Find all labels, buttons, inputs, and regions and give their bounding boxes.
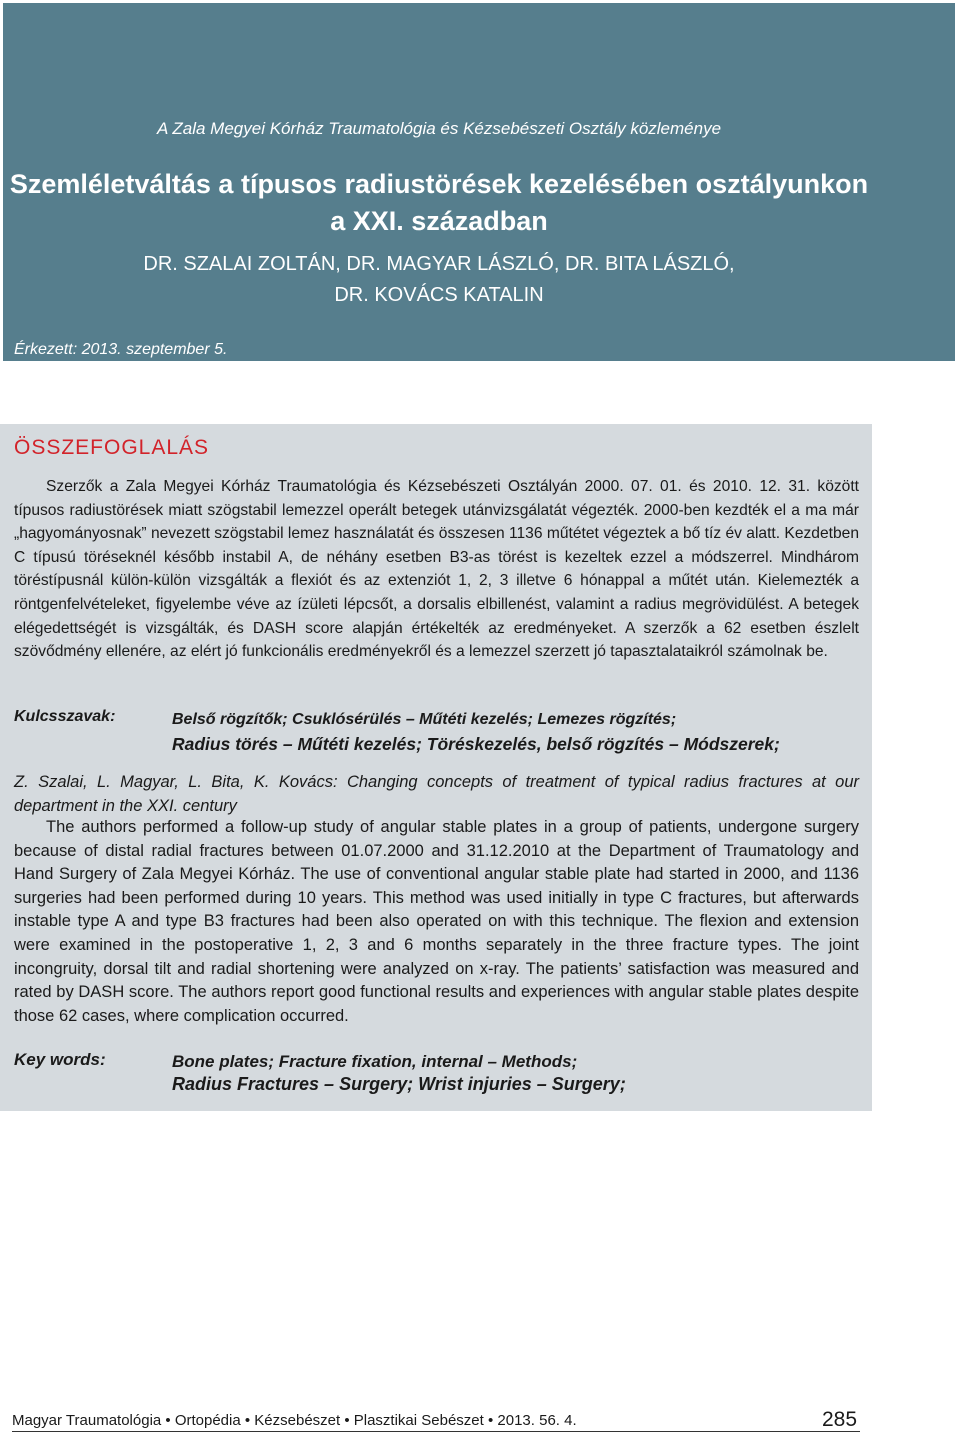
footer-divider xyxy=(12,1431,860,1432)
abstract-en-paragraph: The authors performed a follow-up study of angular stable plates in a group of patients, undergone surgery because of distal radial fractures between 01.07.2000 and 31.12.2010 at the Department of Traumatology and Hand Surgery of Zala Megyei Kórház. The use of conventional angular stable plate had started in 2000, and 1136 surgeries had been performed during 10 years. This method was used initially in type C fractures, but afterwards instable type A and type B3 fractures had been also operated on with this technique. The flexion and extension were examined in the postoperative 1, 2, 3 and 6 months separately in the three fracture types. The joint incongruity, dorsal tilt and radial shortening were analyzed on x-ray. The patients’ satisfaction was measured and rated by DASH score. The authors report good functional results and experiences with angular stable plates despite those 62 cases, where complication occurred. xyxy=(14,818,859,1025)
page-number: 285 xyxy=(822,1408,858,1431)
keywords-hu-label: Kulcsszavak: xyxy=(14,708,116,725)
abstract-box xyxy=(0,424,872,1111)
abstract-hu-paragraph: Szerzők a Zala Megyei Kórház Traumatológia és Kézsebészeti Osztályán 2000. 07. 01. és 2010. 12. 31. között típusos radiustörések miatt szögstabil lemezzel operált betegek utánvizsgálatát végezték. 2000-ben kezdték el a ma már „hagyományosnak” nevezett szögstabil lemez használatát és összesen 1136 műtétet végeztek a bő tíz év alatt. Kezdetben C típusú töréseknél később instabil A, de néhány esetben B3-as törést is kezeltek ezzel a módszerrel. Mindhárom töréstípusnál külön-külön vizsgálták a flexiót és az extenziót 1, 2, 3 illetve 6 hónappal a műtét után. Kielemezték a röntgenfelvételeket, figyelembe véve az ízületi lépcsőt, a dorsalis elbillenést, valamint a radius megrövidülést. A betegek elégedettségét is vizsgálták, és DASH score alapján értékelték az eredményeket. A szerzők a 62 esetben észlelt szövődmény ellenére, az elért jó funkcionális eredményekről és a lemezzel szerzett jó tapasztalataikról számolnak be. xyxy=(14,478,859,661)
keywords-en-line-2: Radius Fractures – Surgery; Wrist injuries – Surgery; xyxy=(172,1074,626,1094)
abstract-heading: ÖSSZEFOGLALÁS xyxy=(14,436,210,459)
abstract-hu-text xyxy=(14,475,859,664)
keywords-hu-line-1: Belső rögzítők; Csuklósérülés – Műtéti kezelés; Lemezes rögzítés; xyxy=(172,711,677,728)
journal-footer: Magyar Traumatológia • Ortopédia • Kézsebészet • Plasztikai Sebészet • 2013. 56. 4. xyxy=(12,1412,577,1429)
authors-line-2: DR. KOVÁCS KATALIN xyxy=(334,284,544,306)
abstract-en-text xyxy=(14,816,859,1028)
keywords-en-line-1: Bone plates; Fracture fixation, internal – Methods; xyxy=(172,1052,578,1071)
title-line-1: Szemléletváltás a típusos radiustörések kezelésében osztályunkon xyxy=(9,169,869,199)
keywords-en-list xyxy=(172,1050,872,1096)
keywords-hu-line-2: Radius törés – Műtéti kezelés; Töréskezelés, belső rögzítés – Módszerek; xyxy=(172,734,780,754)
series-line: A Zala Megyei Kórház Traumatológia és Kézsebészeti Osztály közleménye xyxy=(156,119,722,138)
keywords-hu-list xyxy=(172,708,872,756)
title-line-2: a XXI. században xyxy=(330,206,548,236)
article-header xyxy=(3,3,955,361)
authors xyxy=(3,249,875,311)
authors-line-1: DR. SZALAI ZOLTÁN, DR. MAGYAR LÁSZLÓ, DR. BITA LÁSZLÓ, xyxy=(143,253,735,275)
keywords-en-label: Key words: xyxy=(14,1050,106,1069)
article-title xyxy=(3,166,875,240)
received-date: Érkezett: 2013. szeptember 5. xyxy=(14,341,228,358)
english-citation: Z. Szalai, L. Magyar, L. Bita, K. Kovács: Changing concepts of treatment of typical radius fractures at our department in the XXI. century xyxy=(14,773,859,815)
